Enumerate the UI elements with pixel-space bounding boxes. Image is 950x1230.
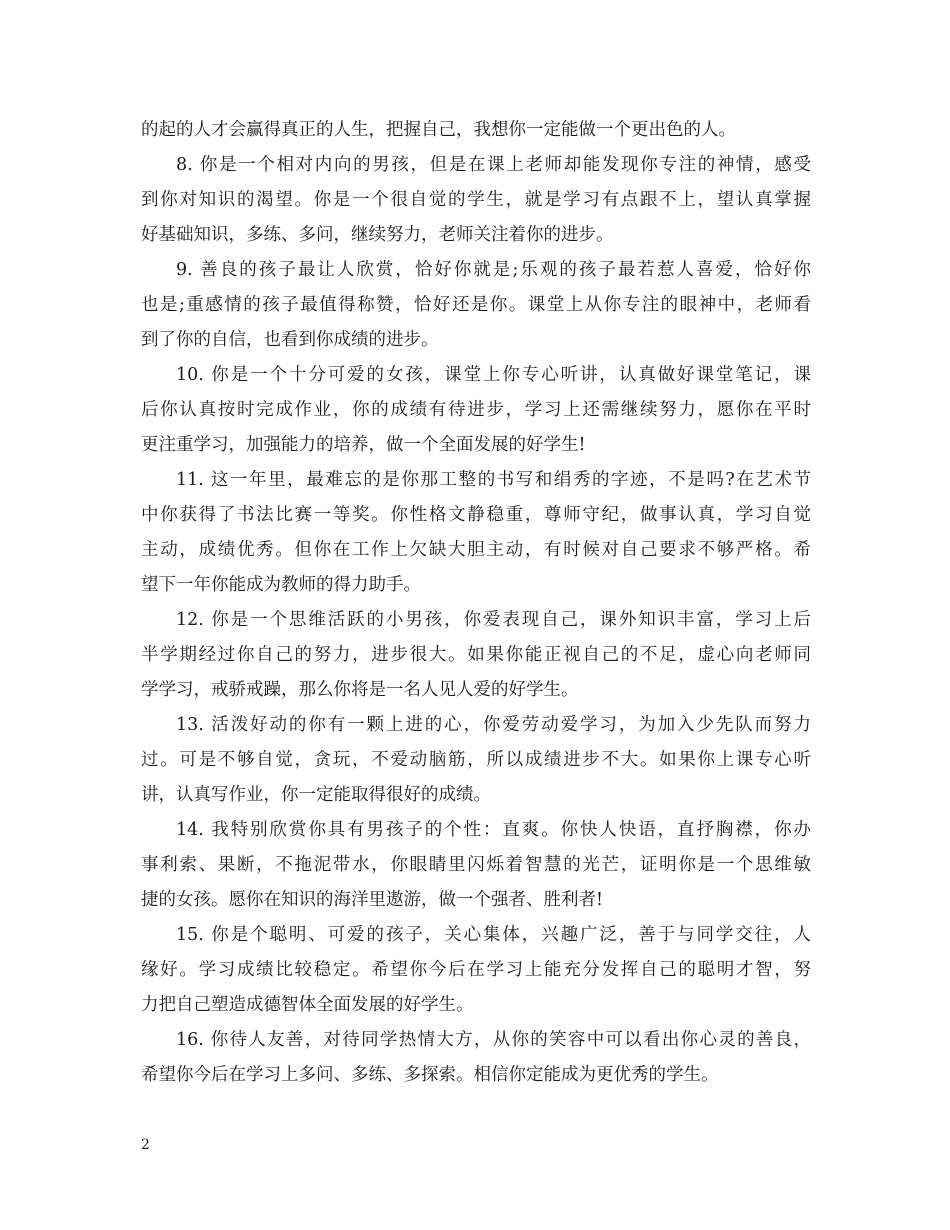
text-line: 的起的人才会赢得真正的人生，把握自己，我想你一定能做一个更出色的人。 [141, 120, 736, 140]
text-line: 讲，认真写作业，你一定能取得很好的成绩。 [141, 785, 491, 805]
text-line: 事利索、果断，不拖泥带水，你眼睛里闪烁着智慧的光芒，证明你是一个思维敏 [141, 855, 811, 875]
page-number: 2 [141, 1137, 150, 1153]
text-line: 学学习，戒骄戒躁，那么你将是一名人见人爱的好学生。 [141, 680, 579, 700]
text-line: 13. 活泼好动的你有一颗上进的心，你爱劳动爱学习，为加入少先队而努力 [176, 715, 811, 735]
text-line: 11. 这一年里，最难忘的是你那工整的书写和绢秀的字迹，不是吗?在艺术节 [176, 470, 811, 490]
text-line: 力把自己塑造成德智体全面发展的好学生。 [141, 995, 474, 1015]
text-line: 10. 你是一个十分可爱的女孩，课堂上你专心听讲，认真做好课堂笔记，课 [176, 365, 811, 385]
text-line: 好基础知识，多练、多问，继续努力，老师关注着你的进步。 [141, 225, 614, 245]
text-line: 望下一年你能成为教师的得力助手。 [141, 575, 421, 595]
text-line: 到了你的自信，也看到你成绩的进步。 [141, 330, 439, 350]
text-line: 缘好。学习成绩比较稳定。希望你今后在学习上能充分发挥自己的聪明才智，努 [141, 960, 811, 980]
text-line: 8. 你是一个相对内向的男孩，但是在课上老师却能发现你专注的神情，感受 [176, 155, 811, 175]
text-line: 到你对知识的渴望。你是一个很自觉的学生，就是学习有点跟不上，望认真掌握 [141, 190, 811, 210]
text-line: 主动，成绩优秀。但你在工作上欠缺大胆主动，有时候对自己要求不够严格。希 [141, 540, 811, 560]
text-line: 12. 你是一个思维活跃的小男孩，你爱表现自己，课外知识丰富，学习上后 [176, 610, 811, 630]
text-line: 也是;重感情的孩子最值得称赞，恰好还是你。课堂上从你专注的眼神中，老师看 [141, 295, 811, 315]
text-line: 9. 善良的孩子最让人欣赏，恰好你就是;乐观的孩子最若惹人喜爱，恰好你 [176, 260, 811, 280]
text-line: 后你认真按时完成作业，你的成绩有待进步，学习上还需继续努力，愿你在平时 [141, 400, 811, 420]
text-line: 捷的女孩。愿你在知识的海洋里遨游，做一个强者、胜利者! [141, 890, 604, 910]
text-line: 更注重学习，加强能力的培养，做一个全面发展的好学生! [141, 435, 586, 455]
text-line: 希望你今后在学习上多问、多练、多探索。相信你定能成为更优秀的学生。 [141, 1065, 719, 1085]
text-line: 15. 你是个聪明、可爱的孩子，关心集体，兴趣广泛，善于与同学交往，人 [176, 925, 811, 945]
text-line: 16. 你待人友善，对待同学热情大方，从你的笑容中可以看出你心灵的善良， [176, 1030, 811, 1050]
text-line: 过。可是不够自觉，贪玩，不爱动脑筋，所以成绩进步不大。如果你上课专心听 [141, 750, 811, 770]
text-line: 14. 我特别欣赏你具有男孩子的个性：直爽。你快人快语，直抒胸襟，你办 [176, 820, 811, 840]
text-line: 半学期经过你自己的努力，进步很大。如果你能正视自己的不足，虚心向老师同 [141, 645, 811, 665]
text-line: 中你获得了书法比赛一等奖。你性格文静稳重，尊师守纪，做事认真，学习自觉 [141, 505, 811, 525]
document-body [141, 116, 811, 1096]
